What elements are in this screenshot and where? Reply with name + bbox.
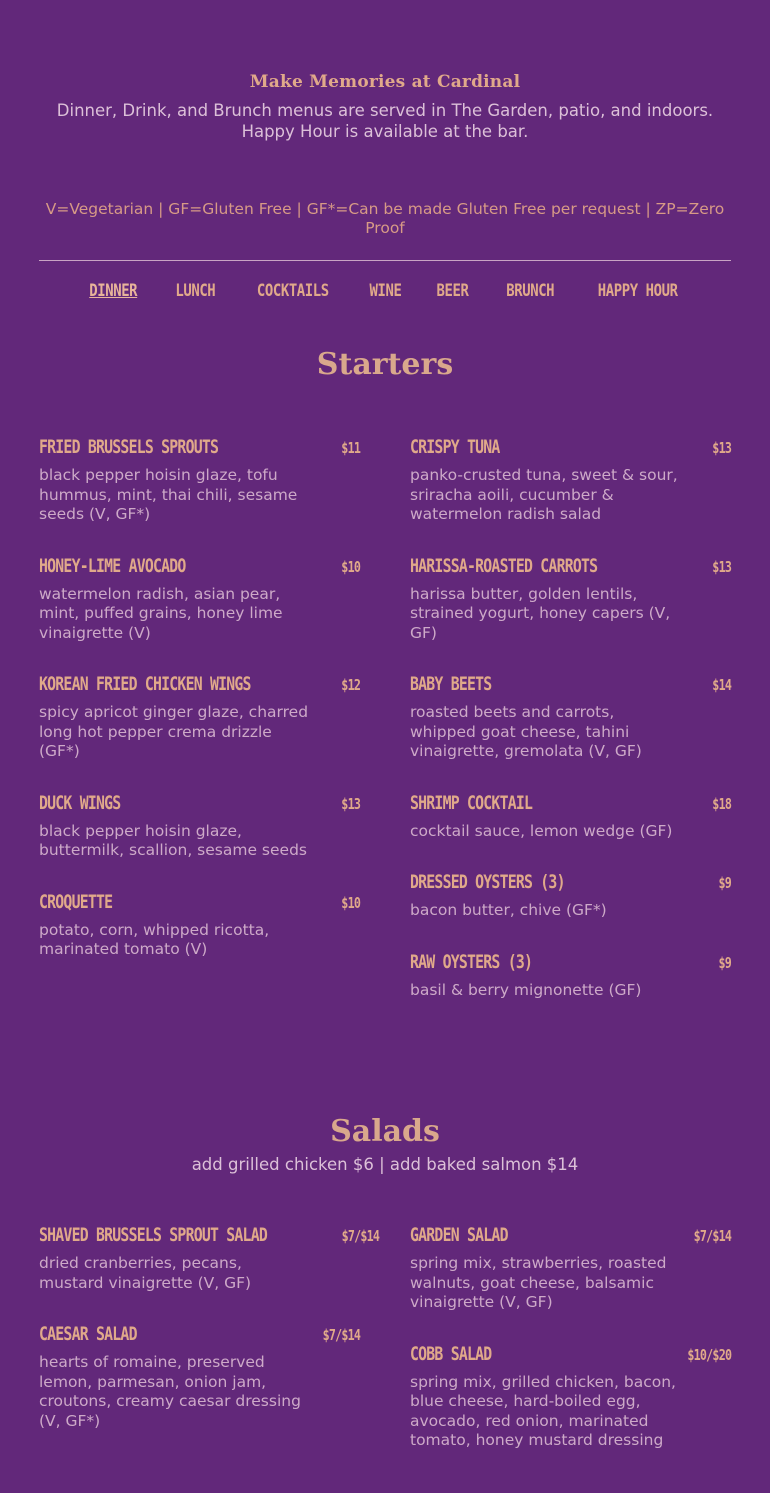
item-price: $7/$14 [322,1326,360,1344]
menu-item [410,871,731,921]
item-price: $10/$20 [687,1345,731,1364]
item-description: cocktail sauce, lemon wedge (GF) [410,821,673,840]
item-price: $10 [341,893,360,912]
item-price: $7/$14 [341,1227,380,1245]
tab-dinner[interactable]: DINNER [89,281,137,301]
starters-section [39,347,731,1030]
menu-item [410,555,731,644]
item-description: basil & berry mignonette (GF) [410,980,642,999]
tab-brunch[interactable]: BRUNCH [506,281,555,301]
menu-item [410,792,731,842]
menu-item [39,555,360,644]
tab-lunch[interactable]: LUNCH [175,281,216,301]
starters-left-column [39,436,360,1030]
item-name: DRESSED OYSTERS (3) [410,871,565,893]
menu-item [410,436,731,525]
item-name: DUCK WINGS [39,791,121,814]
item-price: $14 [712,676,731,694]
item-price: $9 [718,874,731,892]
starters-right-column [410,436,731,1030]
item-price: $13 [712,439,731,457]
item-name: CRISPY TUNA [410,436,500,458]
item-description: roasted beets and carrots, whipped goat cheese, tahini vinaigrette, gremolata (V, GF) [410,703,642,760]
item-name: SHRIMP COCKTAIL [410,791,533,814]
item-price: $11 [341,439,360,457]
item-name: GARDEN SALAD [410,1224,508,1246]
item-name: BABY BEETS [410,673,492,695]
menu-item [39,436,360,525]
item-description: hearts of romaine, preserved lemon, parmesan, onion jam, croutons, creamy caesar dressing (V, GF*) [39,1353,301,1430]
item-name: SHAVED BRUSSELS SPROUT SALAD [39,1224,267,1246]
item-name: COBB SALAD [410,1342,492,1365]
section-title: Salads [330,1114,440,1149]
item-description: panko-crusted tuna, sweet & sour, sriracha aoili, cucumber & watermelon radish salad [410,466,678,523]
tab-wine[interactable]: WINE [369,281,401,301]
menu-item [410,1343,731,1451]
item-name: HONEY-LIME AVOCADO [39,554,186,577]
menu-item [410,951,731,1001]
item-name: HARISSA-ROASTED CARROTS [410,554,598,577]
item-description: spicy apricot ginger glaze, charred long hot pepper crema drizzle (GF*) [39,703,309,760]
intro-title: Make Memories at Cardinal [249,72,521,92]
item-description: spring mix, grilled chicken, bacon, blue cheese, hard-boiled egg, avocado, red onion, marinated tomato, honey mustard dressing [410,1372,676,1449]
item-name: CROQUETTE [39,890,113,913]
salads-right-column [410,1224,731,1481]
intro-text [39,100,731,142]
salads-left-column [39,1224,380,1481]
item-description: harissa butter, golden lentils, strained yogurt, honey capers (V, GF) [410,584,671,642]
item-description: black pepper hoisin glaze, tofu hummus, mint, thai chili, sesame seeds (V, GF*) [39,466,298,523]
item-name: CAESAR SALAD [39,1323,137,1345]
tab-happy-hour[interactable]: HAPPY HOUR [597,281,678,301]
item-description: dried cranberries, pecans, mustard vinaigrette (V, GF) [39,1254,252,1292]
item-name: KOREAN FRIED CHICKEN WINGS [39,673,251,695]
salads-addons: add grilled chicken $6 | add baked salmon $14 [191,1155,579,1174]
divider [39,260,731,261]
menu-item [39,1323,360,1431]
item-description: potato, corn, whipped ricotta, marinated tomato (V) [39,920,270,958]
item-price: $9 [718,953,731,972]
item-description: black pepper hoisin glaze, buttermilk, scallion, sesame seeds [39,821,307,859]
item-price: $10 [341,557,360,576]
item-price: $18 [712,794,731,813]
item-price: $13 [341,794,360,813]
item-price: $13 [712,557,731,576]
item-description: watermelon radish, asian pear, mint, puffed grains, honey lime vinaigrette (V) [39,584,283,642]
item-description: spring mix, strawberries, roasted walnuts, goat cheese, balsamic vinaigrette (V, GF) [410,1254,667,1311]
menu-item [410,1224,731,1313]
section-title: Starters [316,347,454,382]
menu-item [39,891,360,960]
menu-tabs [39,281,731,301]
tab-cocktails[interactable]: COCKTAILS [256,281,329,301]
menu-item [39,673,360,762]
intro-line-1: Dinner, Drink, and Brunch menus are served in The Garden, patio, and indoors. [56,101,714,120]
item-name: RAW OYSTERS (3) [410,950,533,973]
salads-section [39,1114,731,1481]
menu-page [39,0,731,1481]
intro-line-2: Happy Hour is available at the bar. [241,122,529,141]
menu-item [410,673,731,762]
item-price: $7/$14 [693,1227,731,1245]
item-price: $12 [341,676,360,694]
item-description: bacon butter, chive (GF*) [410,901,607,919]
tab-beer[interactable]: BEER [436,281,469,301]
menu-item [39,1224,380,1293]
menu-item [39,792,360,861]
item-name: FRIED BRUSSELS SPROUTS [39,436,219,458]
dietary-legend: V=Vegetarian | GF=Gluten Free | GF*=Can be made Gluten Free per request | ZP=Zero Proof [45,200,725,237]
